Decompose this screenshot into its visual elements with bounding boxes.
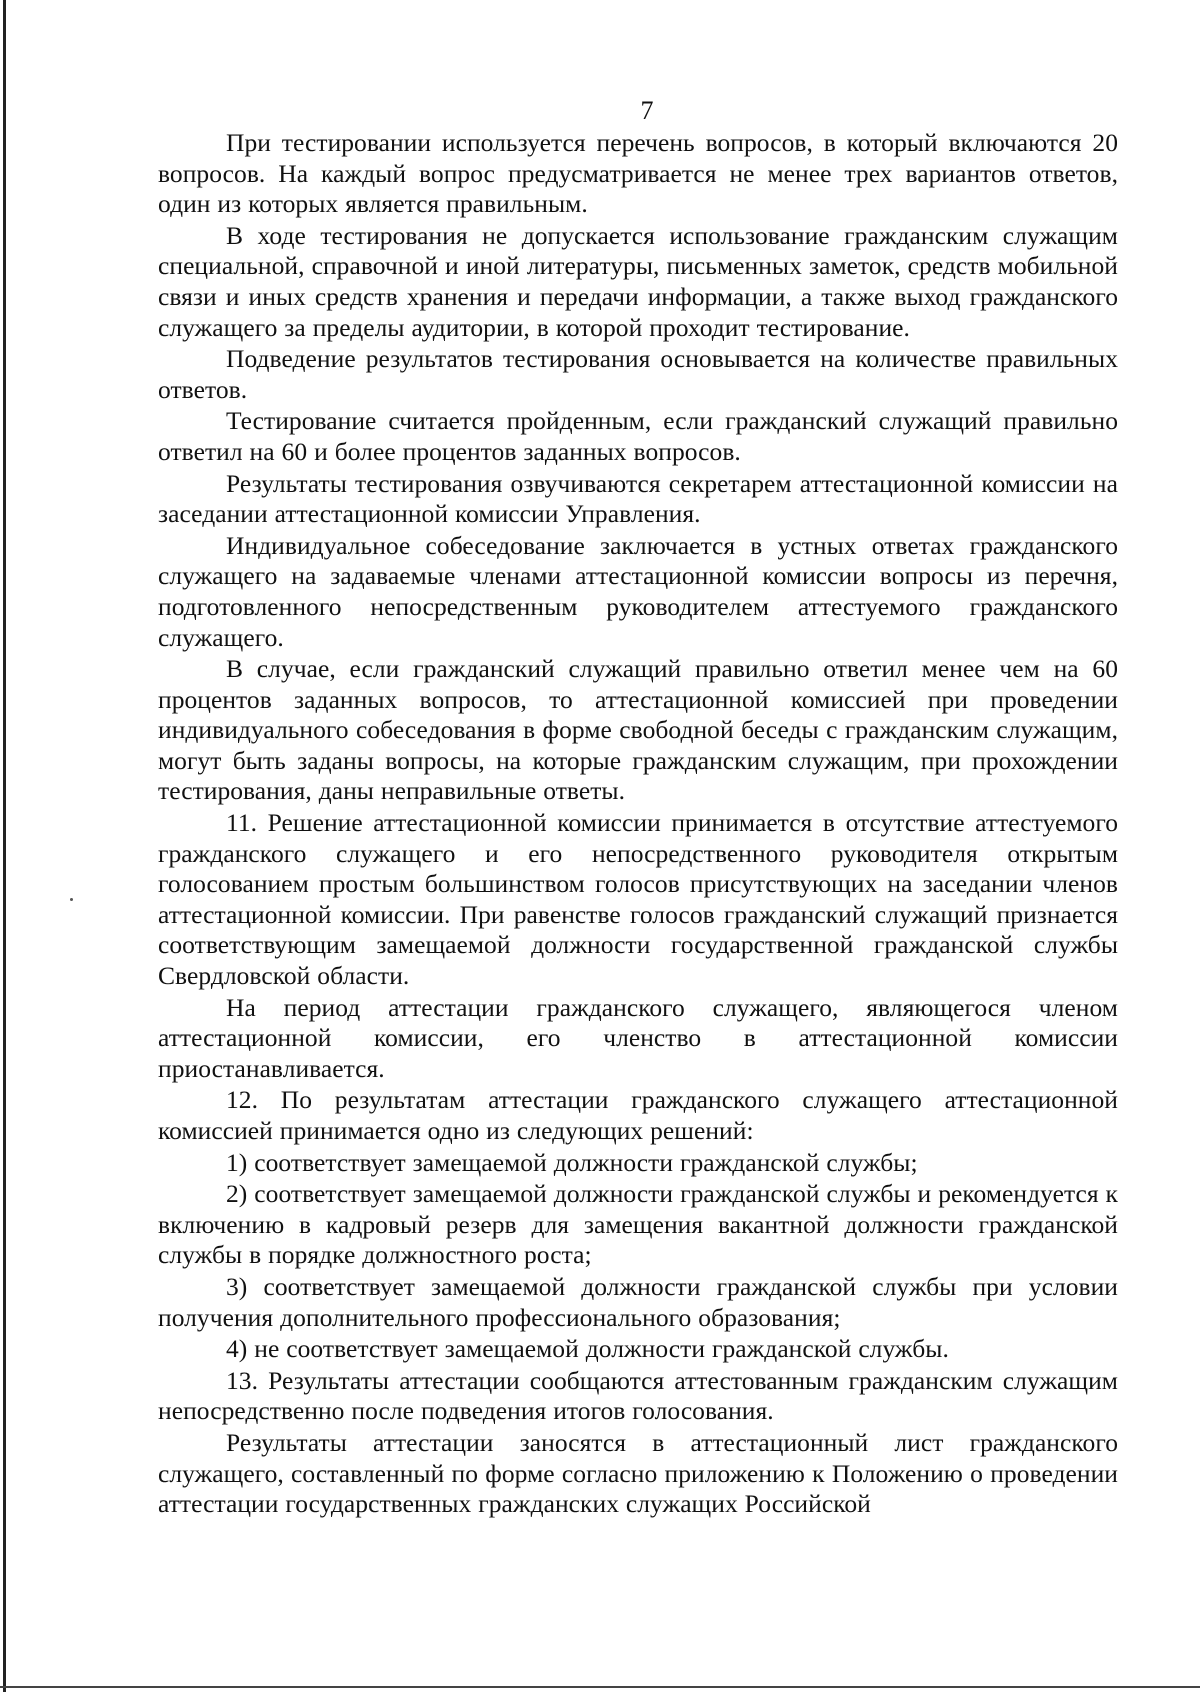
paragraph-testing-questions: При тестировании используется перечень вопросов, в который включаются 20 вопросов. На каждый вопрос предусматривается не менее трех вариантов ответов, один из которых является правильным.	[158, 128, 1118, 219]
list-item-decision-2: 2) соответствует замещаемой должности гражданской службы и рекомендуется к включению в кадровый резерв для замещения вакантной должности гражданской службы в порядке должностного роста;	[158, 1179, 1118, 1270]
paragraph-testing-results-basis: Подведение результатов тестирования основывается на количестве правильных ответов.	[158, 344, 1118, 404]
paragraph-testing-results-announced: Результаты тестирования озвучиваются секретарем аттестационной комиссии на заседании аттестационной комиссии Управления.	[158, 468, 1118, 529]
paragraph-item-12-decisions: 12. По результатам аттестации гражданского служащего аттестационной комиссией принимается одно из следующих решений:	[158, 1085, 1118, 1145]
document-page	[158, 94, 1118, 1521]
paragraph-results-attestation-sheet: Результаты аттестации заносятся в аттестационный лист гражданского служащего, составленный по форме согласно приложению к Положению о проведении аттестации государственных гражданских служащих Российской	[158, 1427, 1118, 1519]
list-item-decision-1: 1) соответствует замещаемой должности гражданской службы;	[226, 1147, 918, 1177]
paragraph-testing-restrictions: В ходе тестирования не допускается использование гражданским служащим специальной, справочной и иной литературы, письменных заметок, средств мобильной связи и иных средств хранения и передачи информации, а также выход гражданского служащего за пределы аудитории, в которой проходит тестирование.	[158, 220, 1118, 342]
list-item-decision-3: 3) соответствует замещаемой должности гражданской службы при условии получения дополнительного профессионального образования;	[158, 1271, 1118, 1332]
paragraph-testing-passed: Тестирование считается пройденным, если гражданский служащий правильно ответил на 60 и более процентов заданных вопросов.	[158, 406, 1118, 466]
scan-edge-left	[3, 0, 6, 1692]
paragraph-individual-interview: Индивидуальное собеседование заключается в устных ответах гражданского служащего на задаваемые членами аттестационной комиссии вопросы из перечня, подготовленного непосредственным руководителем аттестуемого гражданского служащего.	[158, 530, 1118, 652]
scan-edge-bottom	[0, 1686, 1200, 1688]
paragraph-item-13-results: 13. Результаты аттестации сообщаются аттестованным гражданским служащим непосредственно после подведения итогов голосования.	[158, 1365, 1118, 1426]
scan-speck	[70, 898, 73, 901]
paragraph-membership-suspended: На период аттестации гражданского служащего, являющегося членом аттестационной комиссии, его членство в аттестационной комиссии приостанавливается.	[158, 992, 1118, 1083]
list-item-decision-4: 4) не соответствует замещаемой должности гражданской службы.	[226, 1334, 949, 1364]
page-number: 7	[640, 96, 654, 125]
paragraph-item-11-decision: 11. Решение аттестационной комиссии принимается в отсутствие аттестуемого гражданского служащего и его непосредственного руководителя открытым голосованием простым большинством голосов присутствующих на заседании членов аттестационной комиссии. При равенстве голосов гражданский служащий признается соответствующим замещаемой должности государственной гражданской службы Свердловской области.	[158, 808, 1118, 991]
paragraph-less-than-60-percent: В случае, если гражданский служащий правильно ответил менее чем на 60 процентов заданных вопросов, то аттестационной комиссией при проведении индивидуального собеседования в форме свободной беседы с гражданским служащим, могут быть заданы вопросы, на которые гражданским служащим, при прохождении тестирования, даны неправильные ответы.	[158, 654, 1118, 806]
